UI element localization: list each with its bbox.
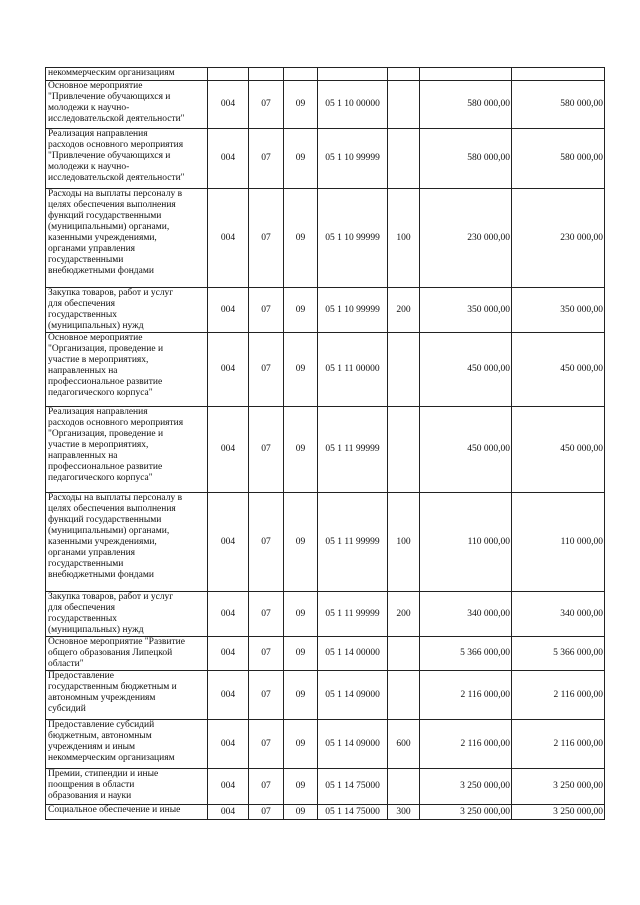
amount-year2-cell: 3 250 000,00 xyxy=(512,805,605,820)
subsection-code-cell: 09 xyxy=(284,407,318,493)
ministry-code-cell: 004 xyxy=(208,407,249,493)
item-name-cell xyxy=(46,81,208,129)
target-article-cell: 05 1 10 99999 xyxy=(318,189,388,288)
table-row xyxy=(46,68,605,81)
table-row xyxy=(46,805,605,820)
target-article-cell: 05 1 14 09000 xyxy=(318,671,388,720)
section-code-cell: 07 xyxy=(249,592,284,637)
subsection-code-cell: 09 xyxy=(284,129,318,189)
item-name-text: Премии, стипендии и иные поощрения в области образования и науки xyxy=(48,769,159,801)
amount-year1-cell: 230 000,00 xyxy=(420,189,512,288)
expense-type-cell xyxy=(388,671,420,720)
table-row xyxy=(46,720,605,769)
ministry-code-cell: 004 xyxy=(208,671,249,720)
item-name-text: Закупка товаров, работ и услуг для обеспечения государственных (муниципальных) нужд xyxy=(48,288,174,331)
subsection-code-cell: 09 xyxy=(284,637,318,671)
amount-year2-cell: 450 000,00 xyxy=(512,333,605,407)
item-name-cell xyxy=(46,333,208,407)
ministry-code-cell: 004 xyxy=(208,333,249,407)
expense-type-cell xyxy=(388,81,420,129)
ministry-code-cell: 004 xyxy=(208,288,249,333)
section-code-cell: 07 xyxy=(249,189,284,288)
ministry-code-cell: 004 xyxy=(208,720,249,769)
amount-year1-cell: 3 250 000,00 xyxy=(420,805,512,820)
table-row xyxy=(46,493,605,592)
ministry-code-cell: 004 xyxy=(208,189,249,288)
expense-type-cell xyxy=(388,129,420,189)
item-name-cell xyxy=(46,288,208,333)
expense-type-cell: 200 xyxy=(388,288,420,333)
item-name-cell xyxy=(46,189,208,288)
item-name-text: Расходы на выплаты персоналу в целях обеспечения выполнения функций государственными (муниципальными) органами, казенными учреждениями, органами управления государственными внебюджетными фондами xyxy=(48,189,183,276)
item-name-cell xyxy=(46,637,208,671)
table-row xyxy=(46,129,605,189)
item-name-cell xyxy=(46,407,208,493)
ministry-code-cell: 004 xyxy=(208,592,249,637)
section-code-cell: 07 xyxy=(249,671,284,720)
target-article-cell: 05 1 14 75000 xyxy=(318,805,388,820)
ministry-code-cell: 004 xyxy=(208,805,249,820)
item-name-text: Основное мероприятие "Организация, проведение и участие в мероприятиях, направленных на профессиональное развитие педагогического корпуса" xyxy=(48,333,164,398)
amount-year1-cell: 580 000,00 xyxy=(420,129,512,189)
expense-type-cell xyxy=(388,637,420,671)
expense-type-cell: 100 xyxy=(388,493,420,592)
item-name-text: Предоставление субсидий бюджетным, автономным учреждениям и иным некоммерческим организациям xyxy=(48,720,175,763)
ministry-code-cell: 004 xyxy=(208,493,249,592)
target-article-cell: 05 1 10 99999 xyxy=(318,129,388,189)
subsection-code-cell: 09 xyxy=(284,592,318,637)
table-row xyxy=(46,288,605,333)
amount-year1-cell: 5 366 000,00 xyxy=(420,637,512,671)
item-name-cell xyxy=(46,129,208,189)
section-code-cell: 07 xyxy=(249,333,284,407)
item-name-text: Предоставление государственным бюджетным и автономным учреждениям субсидий xyxy=(48,671,177,714)
amount-year2-cell: 2 116 000,00 xyxy=(512,671,605,720)
target-article-cell: 05 1 14 09000 xyxy=(318,720,388,769)
section-code-cell: 07 xyxy=(249,805,284,820)
amount-year2-cell: 450 000,00 xyxy=(512,407,605,493)
section-code-cell: 07 xyxy=(249,288,284,333)
amount-year1-cell: 340 000,00 xyxy=(420,592,512,637)
subsection-code-cell xyxy=(284,68,318,81)
item-name-cell xyxy=(46,720,208,769)
table-row xyxy=(46,769,605,805)
target-article-cell: 05 1 11 99999 xyxy=(318,592,388,637)
section-code-cell xyxy=(249,68,284,81)
amount-year2-cell: 340 000,00 xyxy=(512,592,605,637)
table-row xyxy=(46,189,605,288)
subsection-code-cell: 09 xyxy=(284,805,318,820)
target-article-cell: 05 1 10 99999 xyxy=(318,288,388,333)
subsection-code-cell: 09 xyxy=(284,288,318,333)
item-name-cell xyxy=(46,592,208,637)
amount-year1-cell: 580 000,00 xyxy=(420,81,512,129)
section-code-cell: 07 xyxy=(249,769,284,805)
amount-year1-cell: 3 250 000,00 xyxy=(420,769,512,805)
expense-type-cell xyxy=(388,68,420,81)
item-name-cell xyxy=(46,671,208,720)
ministry-code-cell: 004 xyxy=(208,129,249,189)
subsection-code-cell: 09 xyxy=(284,671,318,720)
subsection-code-cell: 09 xyxy=(284,81,318,129)
amount-year1-cell: 350 000,00 xyxy=(420,288,512,333)
expense-type-cell xyxy=(388,407,420,493)
amount-year2-cell: 5 366 000,00 xyxy=(512,637,605,671)
section-code-cell: 07 xyxy=(249,637,284,671)
item-name-text: Закупка товаров, работ и услуг для обеспечения государственных (муниципальных) нужд xyxy=(48,592,174,635)
section-code-cell: 07 xyxy=(249,407,284,493)
section-code-cell: 07 xyxy=(249,129,284,189)
table-row xyxy=(46,407,605,493)
amount-year2-cell: 3 250 000,00 xyxy=(512,769,605,805)
amount-year1-cell: 2 116 000,00 xyxy=(420,720,512,769)
amount-year2-cell xyxy=(512,68,605,81)
amount-year1-cell xyxy=(420,68,512,81)
target-article-cell: 05 1 14 00000 xyxy=(318,637,388,671)
expense-type-cell: 200 xyxy=(388,592,420,637)
amount-year1-cell: 110 000,00 xyxy=(420,493,512,592)
target-article-cell xyxy=(318,68,388,81)
expense-type-cell xyxy=(388,769,420,805)
subsection-code-cell: 09 xyxy=(284,720,318,769)
target-article-cell: 05 1 10 00000 xyxy=(318,81,388,129)
ministry-code-cell xyxy=(208,68,249,81)
section-code-cell: 07 xyxy=(249,720,284,769)
table-body xyxy=(46,68,605,820)
item-name-cell xyxy=(46,805,208,820)
amount-year2-cell: 580 000,00 xyxy=(512,81,605,129)
table-row xyxy=(46,592,605,637)
amount-year2-cell: 580 000,00 xyxy=(512,129,605,189)
section-code-cell: 07 xyxy=(249,493,284,592)
item-name-text: некоммерческим организациям xyxy=(48,68,175,78)
amount-year2-cell: 110 000,00 xyxy=(512,493,605,592)
ministry-code-cell: 004 xyxy=(208,637,249,671)
amount-year2-cell: 2 116 000,00 xyxy=(512,720,605,769)
table-row xyxy=(46,81,605,129)
target-article-cell: 05 1 11 99999 xyxy=(318,493,388,592)
ministry-code-cell: 004 xyxy=(208,81,249,129)
ministry-code-cell: 004 xyxy=(208,769,249,805)
expense-type-cell: 600 xyxy=(388,720,420,769)
item-name-text: Реализация направления расходов основного мероприятия "Организация, проведение и участие в мероприятиях, направленных на профессиональное развитие педагогического корпуса" xyxy=(48,407,184,483)
target-article-cell: 05 1 11 99999 xyxy=(318,407,388,493)
target-article-cell: 05 1 14 75000 xyxy=(318,769,388,805)
item-name-cell xyxy=(46,769,208,805)
subsection-code-cell: 09 xyxy=(284,769,318,805)
amount-year2-cell: 350 000,00 xyxy=(512,288,605,333)
amount-year1-cell: 450 000,00 xyxy=(420,333,512,407)
item-name-cell xyxy=(46,68,208,81)
expense-type-cell: 100 xyxy=(388,189,420,288)
item-name-text: Расходы на выплаты персоналу в целях обеспечения выполнения функций государственными (муниципальными) органами, казенными учреждениями, органами управления государственными внебюджетными фондами xyxy=(48,493,183,580)
item-name-text: Основное мероприятие "Привлечение обучающихся и молодежи к научно- исследовательской деятельности" xyxy=(48,81,185,124)
item-name-text: Реализация направления расходов основного мероприятия "Привлечение обучающихся и молодежи к научно- исследовательской деятельности" xyxy=(48,129,185,183)
expense-type-cell: 300 xyxy=(388,805,420,820)
budget-allocation-table xyxy=(45,67,605,820)
item-name-text: Социальное обеспечение и иные xyxy=(48,805,181,815)
table-row xyxy=(46,671,605,720)
table-row xyxy=(46,333,605,407)
subsection-code-cell: 09 xyxy=(284,333,318,407)
amount-year1-cell: 450 000,00 xyxy=(420,407,512,493)
table-row xyxy=(46,637,605,671)
target-article-cell: 05 1 11 00000 xyxy=(318,333,388,407)
expense-type-cell xyxy=(388,333,420,407)
item-name-text: Основное мероприятие "Развитие общего образования Липецкой области" xyxy=(48,637,185,669)
subsection-code-cell: 09 xyxy=(284,493,318,592)
amount-year2-cell: 230 000,00 xyxy=(512,189,605,288)
item-name-cell xyxy=(46,493,208,592)
amount-year1-cell: 2 116 000,00 xyxy=(420,671,512,720)
section-code-cell: 07 xyxy=(249,81,284,129)
subsection-code-cell: 09 xyxy=(284,189,318,288)
